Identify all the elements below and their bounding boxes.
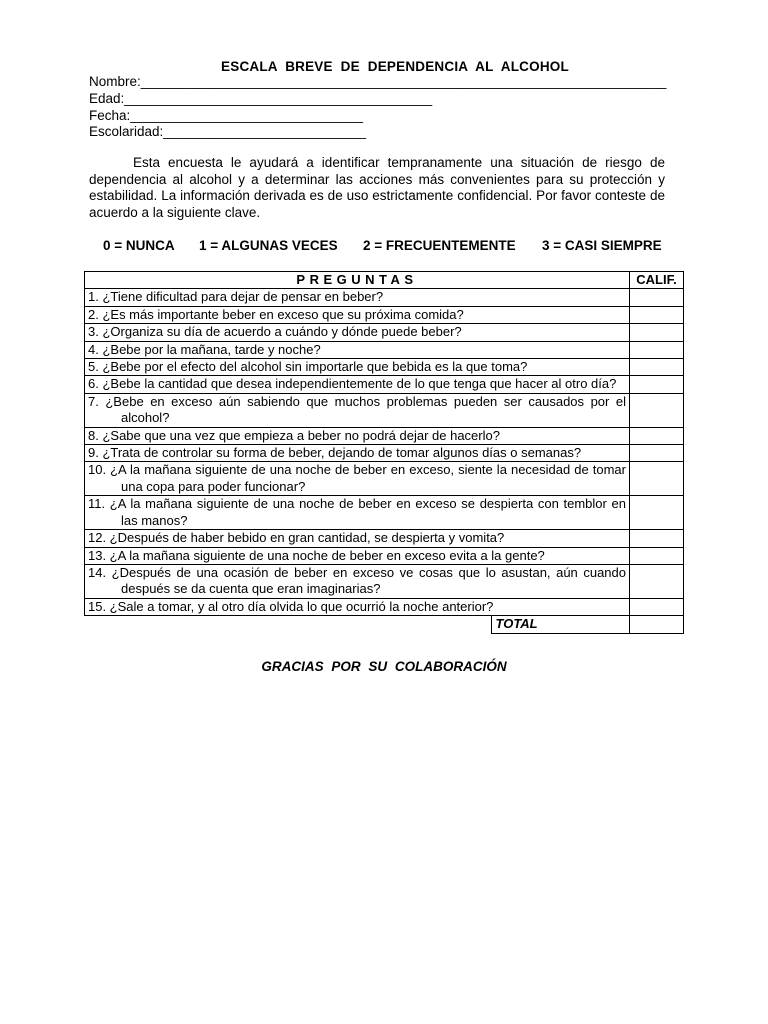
name-field[interactable] bbox=[89, 74, 666, 91]
table-row bbox=[85, 341, 684, 358]
document-title: ESCALA BREVE DE DEPENDENCIA AL ALCOHOL bbox=[221, 59, 569, 74]
score-cell[interactable] bbox=[630, 289, 684, 306]
question-text: 8. ¿Sabe que una vez que empieza a beber no podrá dejar de hacerlo? bbox=[85, 427, 630, 444]
question-text: 13. ¿A la mañana siguiente de una noche de beber en exceso evita a la gente? bbox=[85, 547, 630, 564]
total-spacer bbox=[85, 616, 492, 633]
name-label: Nombre: bbox=[89, 74, 141, 89]
score-cell[interactable] bbox=[630, 324, 684, 341]
date-label: Fecha: bbox=[89, 107, 131, 123]
intro-paragraph: Esta encuesta le ayudará a identificar tempranamente una situación de riesgo de dependencia al alcohol y a determinar las acciones más convenientes para su protección y estabilidad. La información derivada es de uso estrictamente confidencial. Por favor conteste de acuerdo a la siguiente clave. bbox=[89, 155, 665, 221]
table-row bbox=[85, 427, 684, 444]
schooling-field[interactable] bbox=[89, 124, 666, 141]
total-score-cell[interactable] bbox=[630, 616, 684, 633]
date-field[interactable] bbox=[89, 108, 666, 125]
score-header: CALIF. bbox=[630, 272, 684, 289]
score-cell[interactable] bbox=[630, 341, 684, 358]
question-text: 6. ¿Bebe la cantidad que desea independientemente de lo que tenga que hacer al otro día? bbox=[85, 376, 630, 393]
question-text: 4. ¿Bebe por la mañana, tarde y noche? bbox=[85, 341, 630, 358]
table-row bbox=[85, 359, 684, 376]
question-text: 9. ¿Trata de controlar su forma de beber, dejando de tomar algunos días o semanas? bbox=[85, 445, 630, 462]
score-cell[interactable] bbox=[630, 393, 684, 427]
answer-key bbox=[103, 238, 662, 253]
score-cell[interactable] bbox=[630, 306, 684, 323]
table-row bbox=[85, 496, 684, 530]
table-row bbox=[85, 564, 684, 598]
table-row bbox=[85, 289, 684, 306]
questions-header: PREGUNTAS bbox=[85, 272, 630, 289]
age-label: Edad: bbox=[89, 90, 125, 106]
table-row bbox=[85, 324, 684, 341]
score-cell[interactable] bbox=[630, 445, 684, 462]
table-row bbox=[85, 306, 684, 323]
score-cell[interactable] bbox=[630, 359, 684, 376]
score-cell[interactable] bbox=[630, 427, 684, 444]
score-cell[interactable] bbox=[630, 462, 684, 496]
score-cell[interactable] bbox=[630, 530, 684, 547]
table-row bbox=[85, 598, 684, 615]
answer-key-1: 1 = ALGUNAS VECES bbox=[199, 238, 338, 253]
thanks-message: GRACIAS POR SU COLABORACIÓN bbox=[261, 659, 507, 674]
total-row bbox=[85, 616, 684, 633]
date-blank-line: _______________________________ bbox=[130, 107, 364, 123]
table-row bbox=[85, 530, 684, 547]
table-row bbox=[85, 445, 684, 462]
question-text: 15. ¿Sale a tomar, y al otro día olvida lo que ocurrió la noche anterior? bbox=[85, 598, 630, 615]
score-cell[interactable] bbox=[630, 547, 684, 564]
score-cell[interactable] bbox=[630, 598, 684, 615]
personal-info-fields bbox=[89, 74, 666, 141]
age-blank-line: _________________________________________ bbox=[124, 90, 433, 106]
question-text: 3. ¿Organiza su día de acuerdo a cuándo y dónde puede beber? bbox=[85, 324, 630, 341]
table-row bbox=[85, 376, 684, 393]
question-text: 1. ¿Tiene dificultad para dejar de pensar en beber? bbox=[85, 289, 630, 306]
question-text: 12. ¿Después de haber bebido en gran cantidad, se despierta y vomita? bbox=[85, 530, 630, 547]
questions-table bbox=[84, 271, 684, 634]
total-label: TOTAL bbox=[491, 616, 630, 633]
answer-key-0: 0 = NUNCA bbox=[103, 238, 175, 253]
question-text: 14. ¿Después de una ocasión de beber en exceso ve cosas que lo asustan, aún cuando después se da cuenta que eran imaginarias? bbox=[85, 564, 630, 598]
score-cell[interactable] bbox=[630, 564, 684, 598]
name-blank-line: ______________________________________________________________________ bbox=[140, 74, 667, 89]
question-text: 11. ¿A la mañana siguiente de una noche de beber en exceso se despierta con temblor en las manos? bbox=[85, 496, 630, 530]
question-text: 7. ¿Bebe en exceso aún sabiendo que muchos problemas pueden ser causados por el alcohol? bbox=[85, 393, 630, 427]
score-cell[interactable] bbox=[630, 496, 684, 530]
table-row bbox=[85, 547, 684, 564]
question-text: 2. ¿Es más importante beber en exceso que su próxima comida? bbox=[85, 306, 630, 323]
question-text: 10. ¿A la mañana siguiente de una noche de beber en exceso, siente la necesidad de tomar una copa para poder funcionar? bbox=[85, 462, 630, 496]
schooling-label: Escolaridad: bbox=[89, 124, 164, 140]
table-header-row bbox=[85, 272, 684, 289]
schooling-blank-line: ___________________________ bbox=[163, 124, 367, 140]
question-text: 5. ¿Bebe por el efecto del alcohol sin importarle que bebida es la que toma? bbox=[85, 359, 630, 376]
score-cell[interactable] bbox=[630, 376, 684, 393]
table-row bbox=[85, 393, 684, 427]
answer-key-3: 3 = CASI SIEMPRE bbox=[542, 238, 662, 253]
table-row bbox=[85, 462, 684, 496]
age-field[interactable] bbox=[89, 91, 666, 108]
answer-key-2: 2 = FRECUENTEMENTE bbox=[363, 238, 516, 253]
